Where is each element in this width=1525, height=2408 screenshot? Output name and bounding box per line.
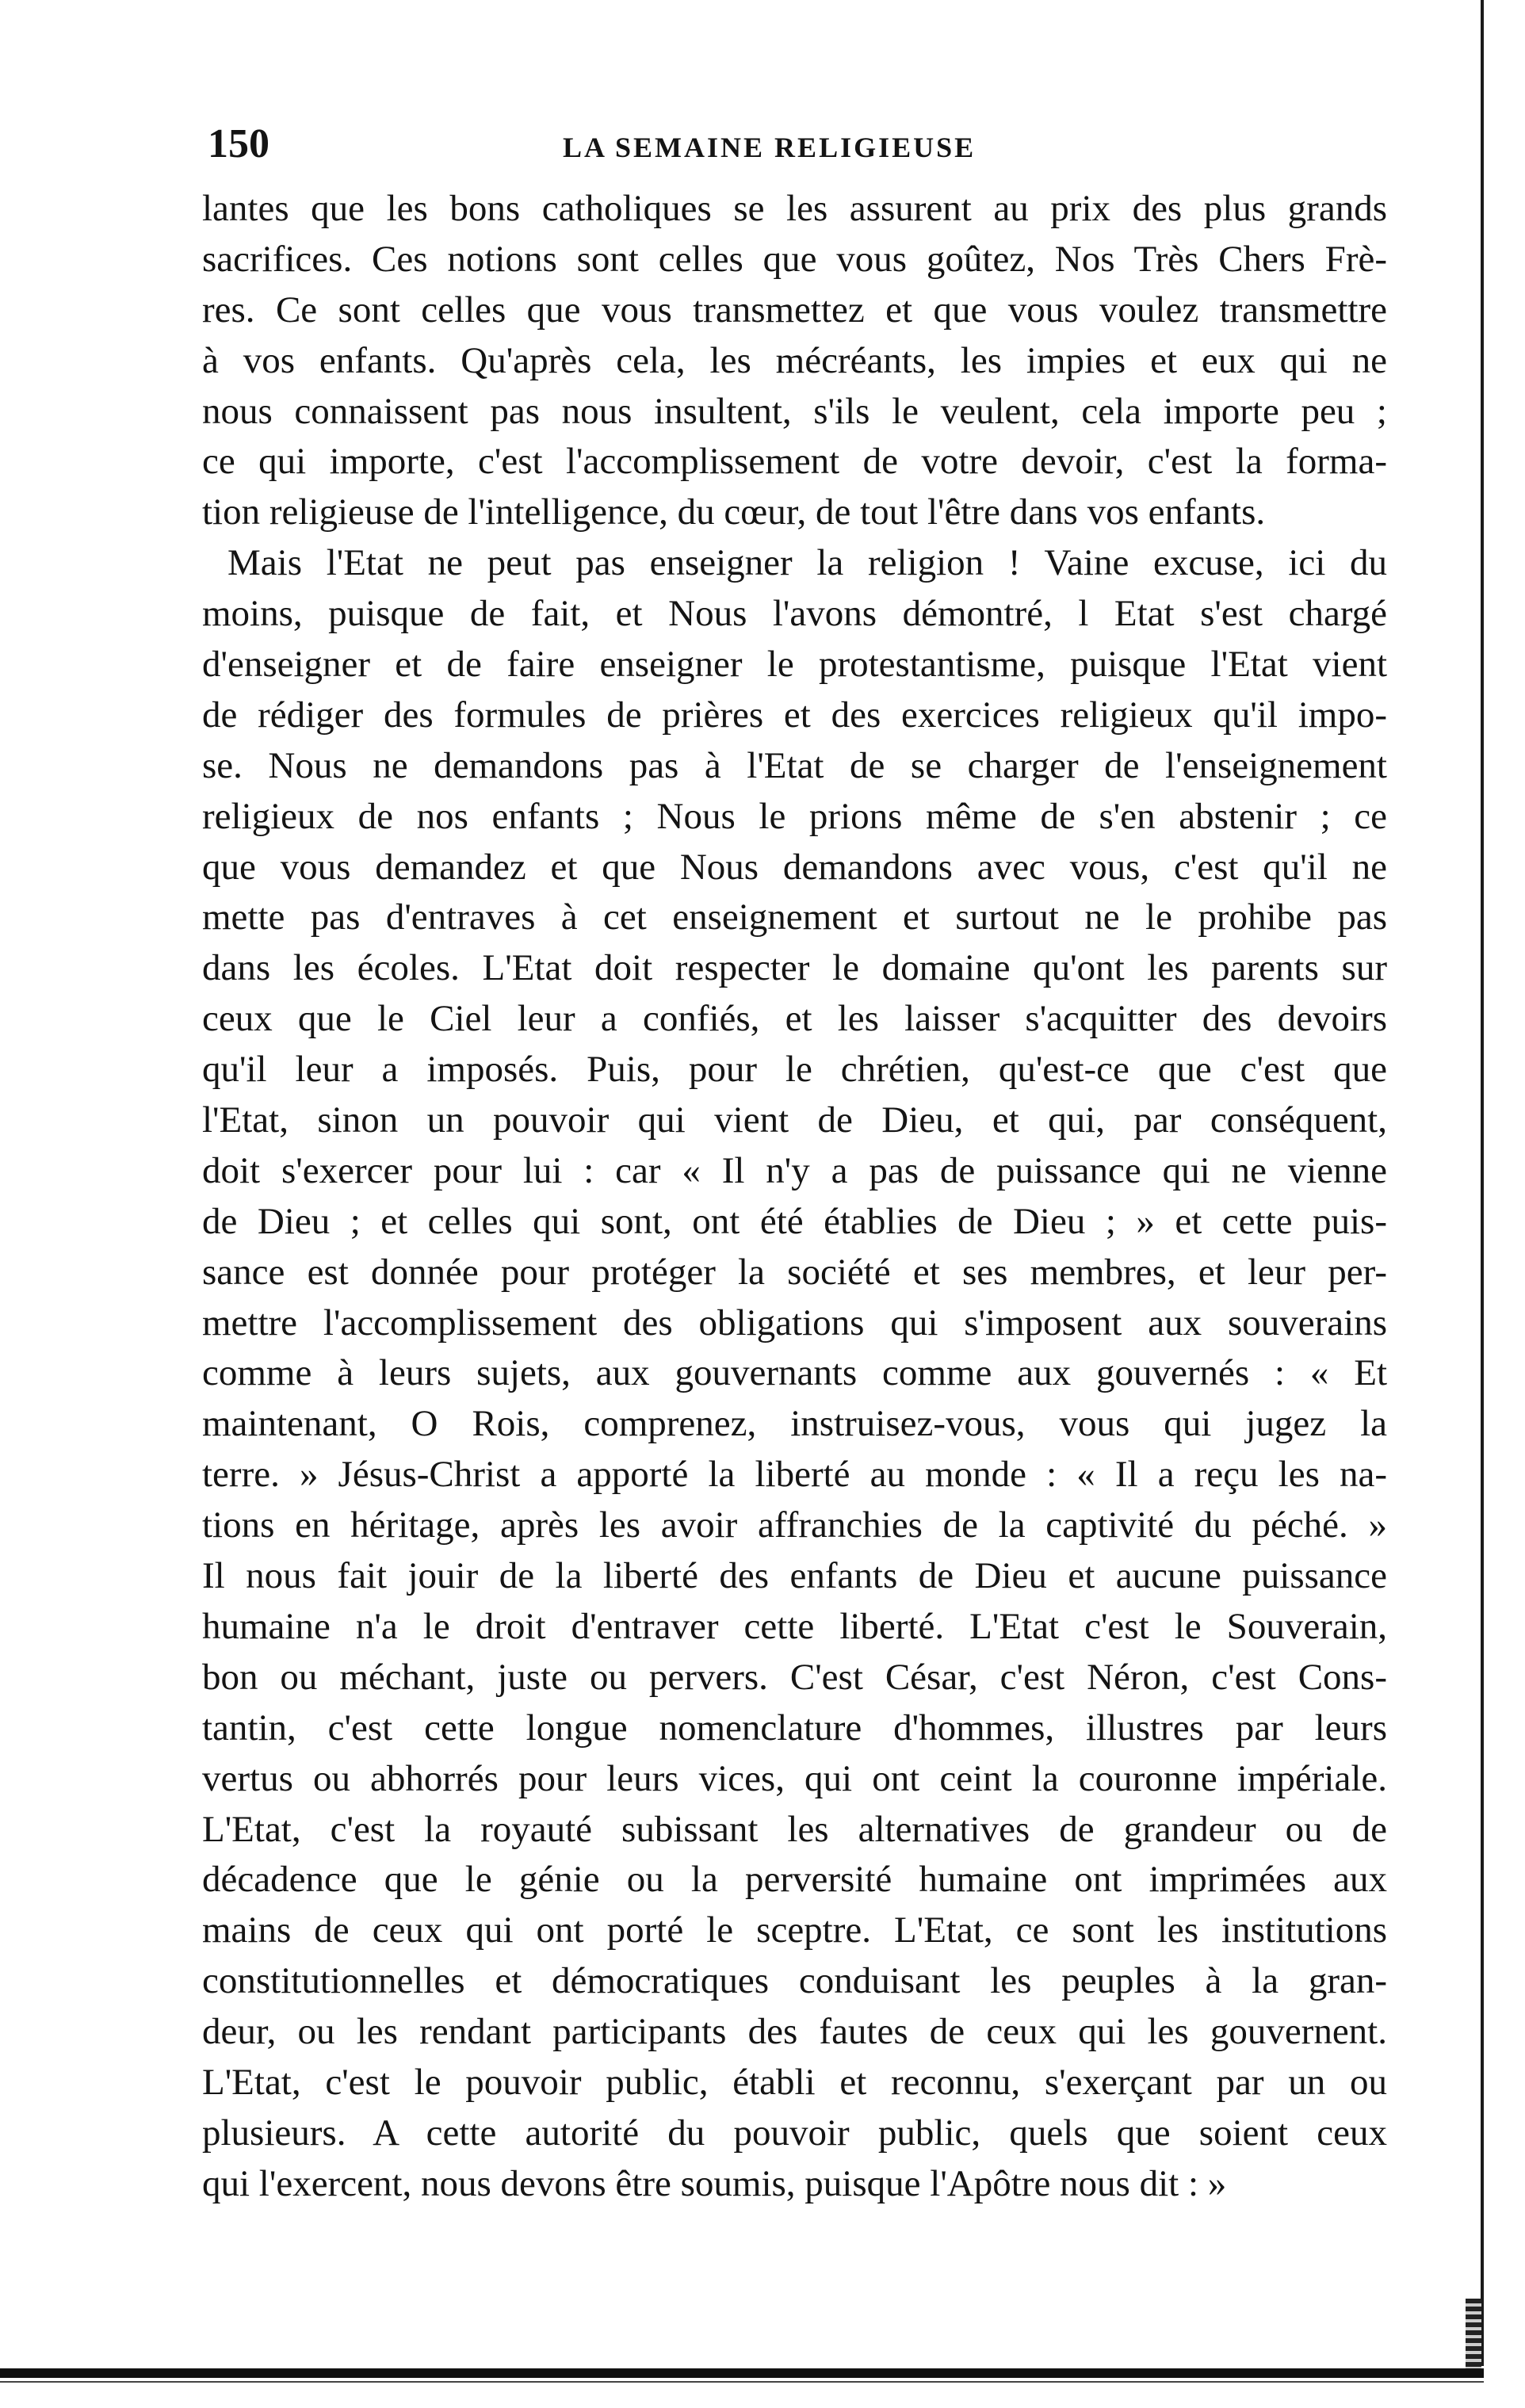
- text-line: bon ou méchant, juste ou pervers. C'est César, c'est Néron, c'est Cons-: [202, 1656, 1387, 1698]
- page-number: 150: [208, 121, 269, 166]
- text-line: lantes que les bons catholiques se les assurent au prix des plus grands: [202, 188, 1387, 229]
- page-bottom-rule-thin: [0, 2381, 1484, 2383]
- text-line: terre. » Jésus-Christ a apporté la liberté au monde : « Il a reçu les na-: [202, 1454, 1387, 1496]
- text-line: nous connaissent pas nous insultent, s'ils le veulent, cela importe peu ;: [202, 390, 1387, 432]
- text-line: décadence que le génie ou la perversité humaine ont imprimées aux: [202, 1859, 1387, 1901]
- text-line: plusieurs. A cette autorité du pouvoir public, quels que soient ceux: [202, 2112, 1387, 2154]
- text-line: qu'il leur a imposés. Puis, pour le chrétien, qu'est-ce que c'est que: [202, 1049, 1387, 1091]
- text-line: sacrifices. Ces notions sont celles que vous goûtez, Nos Très Chers Frè-: [202, 238, 1387, 280]
- text-line: ce qui importe, c'est l'accomplissement de votre devoir, c'est la forma-: [202, 441, 1387, 483]
- text-line: L'Etat, c'est le pouvoir public, établi et reconnu, s'exerçant par un ou: [202, 2061, 1387, 2103]
- text-line: que vous demandez et que Nous demandons avec vous, c'est qu'il ne: [202, 846, 1387, 888]
- text-line: vertus ou abhorrés pour leurs vices, qui ont ceint la couronne impériale.: [202, 1757, 1387, 1799]
- running-head: LA SEMAINE RELIGIEUSE: [563, 132, 977, 163]
- text-line: res. Ce sont celles que vous transmettez et que vous voulez transmettre: [202, 289, 1387, 331]
- text-line: d'enseigner et de faire enseigner le protestantisme, puisque l'Etat vient: [202, 644, 1387, 686]
- text-line: deur, ou les rendant participants des fautes de ceux qui les gouvernent.: [202, 2011, 1387, 2053]
- text-line: à vos enfants. Qu'après cela, les mécréants, les impies et eux qui ne: [202, 339, 1387, 381]
- text-line: humaine n'a le droit d'entraver cette liberté. L'Etat c'est le Souverain,: [202, 1605, 1387, 1647]
- text-line: mette pas d'entraves à cet enseignement et surtout ne le prohibe pas: [202, 896, 1387, 938]
- text-line: de rédiger des formules de prières et des exercices religieux qu'il impo-: [202, 694, 1387, 736]
- page-edge-rule: [1481, 0, 1484, 2366]
- text-line: constitutionnelles et démocratiques conduisant les peuples à la gran-: [202, 1960, 1387, 2002]
- text-line: comme à leurs sujets, aux gouvernants comme aux gouvernés : « Et: [202, 1352, 1387, 1394]
- text-line: tion religieuse de l'intelligence, du cœur, de tout l'être dans vos enfants.: [202, 491, 1266, 533]
- text-line: Mais l'Etat ne peut pas enseigner la religion ! Vaine excuse, ici du: [227, 542, 1387, 584]
- text-line: religieux de nos enfants ; Nous le prions même de s'en abstenir ; ce: [202, 795, 1387, 837]
- text-line: L'Etat, c'est la royauté subissant les alternatives de grandeur ou de: [202, 1808, 1387, 1850]
- text-line: l'Etat, sinon un pouvoir qui vient de Dieu, et qui, par conséquent,: [202, 1099, 1387, 1141]
- text-line: maintenant, O Rois, comprenez, instruisez-vous, vous qui jugez la: [202, 1403, 1387, 1445]
- text-line: mettre l'accomplissement des obligations qui s'imposent aux souverains: [202, 1301, 1387, 1344]
- text-line: qui l'exercent, nous devons être soumis, puisque l'Apôtre nous dit : »: [202, 2162, 1227, 2204]
- text-line: dans les écoles. L'Etat doit respecter le domaine qu'ont les parents sur: [202, 947, 1387, 989]
- text-line: mains de ceux qui ont porté le sceptre. L'Etat, ce sont les institutions: [202, 1909, 1387, 1951]
- text-line: de Dieu ; et celles qui sont, ont été établies de Dieu ; » et cette puis-: [202, 1200, 1387, 1242]
- text-line: sance est donnée pour protéger la société et ses membres, et leur per-: [202, 1251, 1387, 1293]
- text-line: se. Nous ne demandons pas à l'Etat de se charger de l'enseignement: [202, 744, 1387, 786]
- text-line: doit s'exercer pour lui : car « Il n'y a pas de puissance qui ne vienne: [202, 1149, 1387, 1191]
- text-line: tions en héritage, après les avoir affranchies de la captivité du péché. »: [202, 1504, 1387, 1546]
- text-line: tantin, c'est cette longue nomenclature d'hommes, illustres par leurs: [202, 1707, 1387, 1749]
- body-text: [202, 184, 1387, 2210]
- text-line: moins, puisque de fait, et Nous l'avons démontré, l Etat s'est chargé: [202, 593, 1387, 635]
- text-line: Il nous fait jouir de la liberté des enfants de Dieu et aucune puissance: [202, 1555, 1387, 1597]
- page-bottom-rule: [0, 2368, 1484, 2378]
- page-edge-strip: [1466, 2299, 1481, 2368]
- text-line: ceux que le Ciel leur a confiés, et les laisser s'acquitter des devoirs: [202, 998, 1387, 1040]
